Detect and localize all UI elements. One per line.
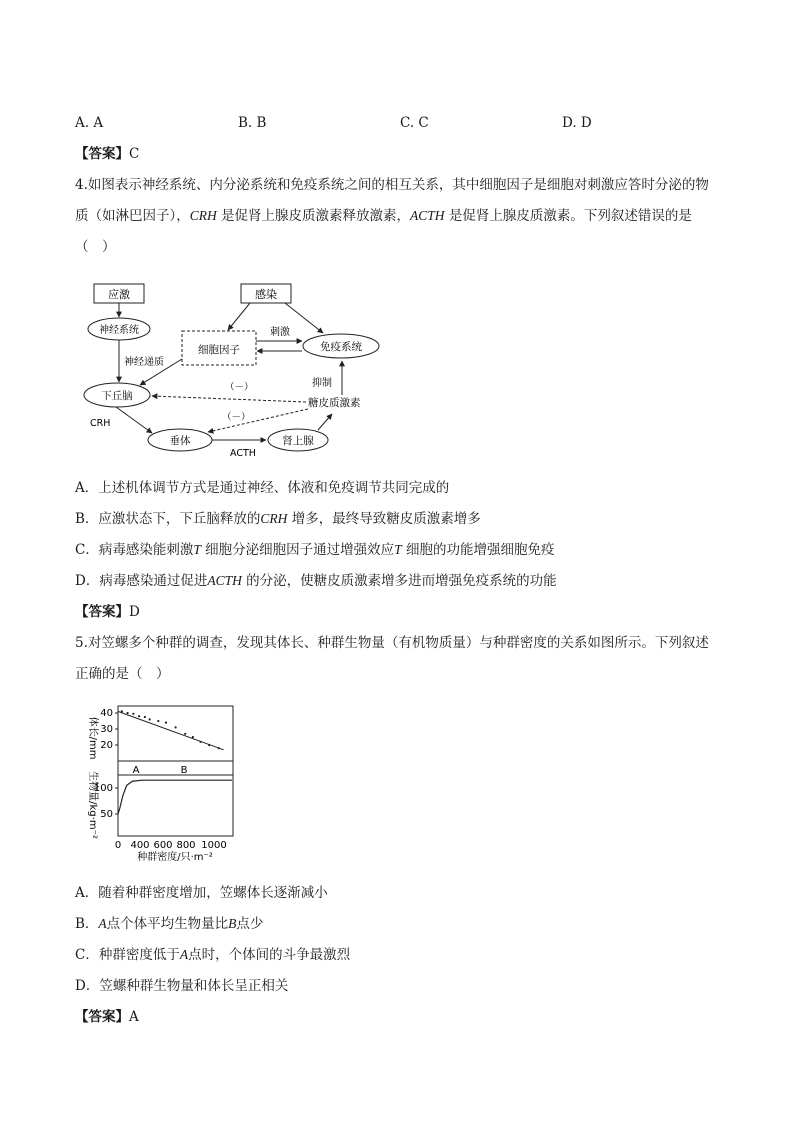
x-tick-1000: 1000 [201,840,227,851]
option-text: B． [75,916,99,932]
y2-axis-label: 生物量/kg·m⁻² [87,771,98,839]
scatter-point-10 [192,736,194,738]
y1-tick-20: 20 [100,740,113,751]
marker-a-label: A [132,765,140,776]
y2-tick-100: 100 [93,783,113,794]
x-tick-800: 800 [176,840,196,851]
x-tick-400: 400 [130,840,150,851]
q4-answer [75,603,140,621]
biomass-curve [118,780,232,814]
q5-option-b [75,915,263,933]
q5-stem-line1: 5.对笠螺多个种群的调查，发现其体长、种群生物量（有机物质量）与种群密度的关系如图所示。下列叙述 [75,635,709,651]
minus2-label: （－） [222,412,251,423]
q4-stem-line2 [75,207,692,225]
option-italic: A [179,947,189,962]
immune-label: 免疫系统 [320,341,362,353]
answer-tag: 【答案】 [75,1009,129,1025]
option-italic: T [394,542,402,557]
option-italic: A [98,916,107,931]
option-italic: T [193,542,201,557]
cytokine-label: 细胞因子 [198,344,240,356]
hypothalamus-label: 下丘脑 [101,390,133,402]
q3-option-d: D. D [562,115,592,131]
q4-stem-line1: 4.如图表示神经系统、内分泌系统和免疫系统之间的相互关系，其中细胞因子是细胞对刺激应答时分泌的物 [75,177,709,193]
top-panel-frame [118,706,233,761]
x-tick-600: 600 [153,840,173,851]
q4-acth: ACTH [410,208,445,223]
q4-crh: CRH [189,208,217,223]
option-text: B．应激状态下，下丘脑释放的 [75,511,261,527]
option-text: 细胞的功能增强细胞免疫 [401,542,555,558]
y1-axis-label: 体长/mm [87,716,98,760]
pituitary-label: 垂体 [169,435,191,447]
glucocorticoid-label: 糖皮质激素 [308,397,361,409]
option-italic: ACTH [207,573,242,588]
y1-tick-30: 30 [100,724,113,735]
option-text: D．病毒感染通过促进 [75,573,208,589]
q4-stem-line3: （ ） [75,239,116,255]
q4-stem-text: 是促肾上腺皮质激素释放激素， [216,208,411,224]
infection-label: 感染 [255,288,277,301]
answer-tag: 【答案】 [75,604,129,620]
option-text: 点时，个体间的斗争最激烈 [188,947,351,963]
q4-option-b [75,510,481,528]
q4-option-c [75,541,554,559]
scatter-point-8 [175,726,177,728]
stress-label: 应激 [108,288,130,301]
option-text: 的分泌，使糖皮质激素增多进而增强免疫系统的功能 [241,573,557,589]
q5-stem-line2: 正确的是（ ） [75,666,170,682]
option-text: C．种群密度低于 [75,947,180,963]
acth-label: ACTH [230,448,256,459]
scatter-point-2 [132,713,134,715]
q4-stem-text: 是促肾上腺皮质激素。下列叙述错误的是 [444,208,692,224]
answer-tag: 【答案】 [75,146,129,162]
scatter-point-7 [165,722,167,724]
option-italic: B [228,916,237,931]
option-text: 点个体平均生物量比 [106,916,229,932]
q4-option-d [75,572,557,590]
adrenal-label: 肾上腺 [282,435,314,447]
trend-line [118,711,224,749]
q4-option-a: A．上述机体调节方式是通过神经、体液和免疫调节共同完成的 [75,480,450,496]
answer-value: A [129,1009,139,1025]
q3-option-a: A. A [75,115,104,131]
q3-option-b: B. B [238,115,267,131]
x-axis-label: 种群密度/只·m⁻² [137,852,213,863]
scatter-point-9 [184,733,186,735]
scatter-point-4 [144,716,146,718]
scatter-point-5 [149,718,151,720]
inhibit-label: 抑制 [312,378,332,389]
q3-answer [75,145,139,163]
marker-b-label: B [180,765,188,776]
q5-option-d: D．笠螺种群生物量和体长呈正相关 [75,978,289,994]
answer-value: D [129,604,140,620]
option-text: C．病毒感染能刺激 [75,542,194,558]
y2-tick-50: 50 [100,809,113,820]
nervous-label: 神经系统 [99,325,139,336]
scatter-point-3 [138,715,140,717]
q5-option-c [75,946,350,964]
neurotransmitter-label: 神经递质 [124,357,164,368]
q5-chart [78,700,248,865]
y1-tick-40: 40 [100,708,113,719]
option-text: 增多，最终导致糖皮质激素增多 [287,511,481,527]
scatter-point-1 [127,712,129,714]
option-italic: CRH [260,511,288,526]
scatter-point-6 [157,720,159,722]
stimulate-label: 刺激 [270,327,290,338]
q3-option-c: C. C [400,115,429,131]
regulation-diagram [80,275,380,465]
x-tick-0: 0 [114,840,122,851]
q5-option-a: A．随着种群密度增加，笠螺体长逐渐减小 [75,885,328,901]
q4-stem-text: 质（如淋巴因子）， [75,208,190,224]
minus1-label: （－） [225,382,254,393]
answer-value: C [129,146,140,162]
option-text: 点少 [236,916,264,932]
crh-label: CRH [90,418,111,429]
option-text: 细胞分泌细胞因子通过增强效应 [200,542,395,558]
q5-answer [75,1008,139,1026]
